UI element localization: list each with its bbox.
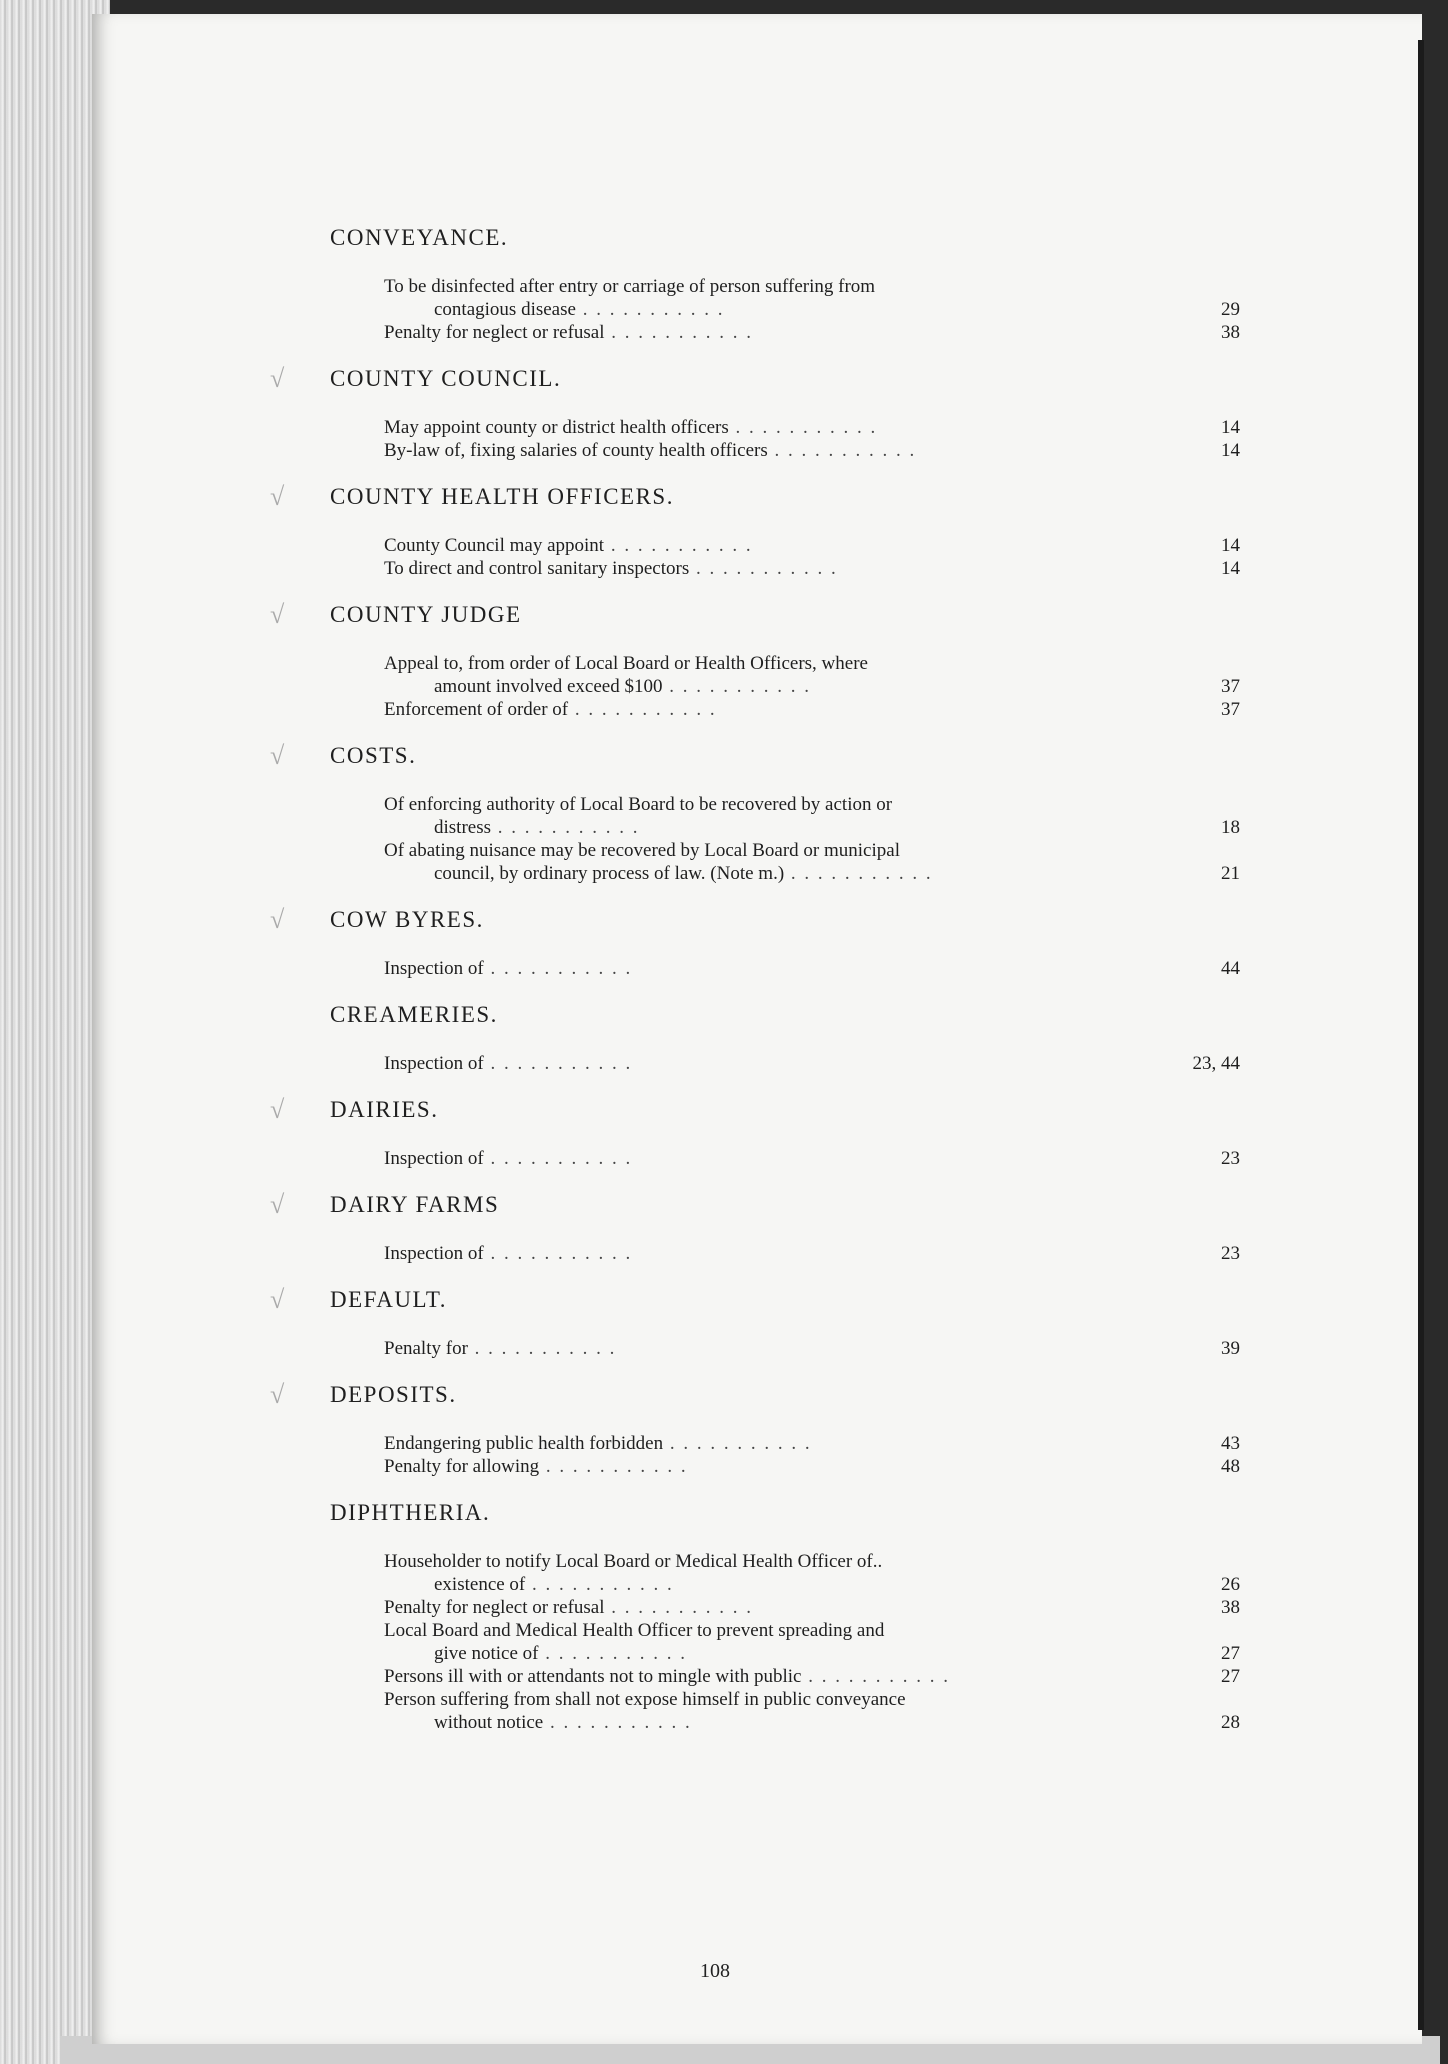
dot-leader: . . . . . . . . . . . xyxy=(604,535,753,556)
entry-line-text: Endangering public health forbidden xyxy=(384,1433,664,1454)
entry-text xyxy=(384,321,1160,344)
entry-line-text: Penalty for neglect or refusal xyxy=(384,1597,605,1618)
entry-line-text: Inspection of xyxy=(384,958,484,979)
entry-line xyxy=(384,1550,1160,1573)
section-heading-text: COSTS. xyxy=(330,743,417,768)
index-content xyxy=(270,215,1240,1982)
entry-line xyxy=(384,1337,1160,1360)
entry-line xyxy=(384,1642,1160,1665)
entry-line xyxy=(384,1665,1160,1688)
entry-text xyxy=(384,557,1160,580)
entry-line xyxy=(384,1052,1160,1075)
dot-leader: . . . . . . . . . . . xyxy=(467,1338,617,1359)
entry-line-text: without notice xyxy=(434,1712,544,1733)
section-heading-text: CONVEYANCE. xyxy=(330,225,509,250)
entry-line xyxy=(384,534,1160,557)
entry-page-ref: 38 xyxy=(1221,1597,1240,1618)
index-entry xyxy=(330,652,1240,698)
entry-page-ref: 29 xyxy=(1221,299,1240,320)
entry-line-text: distress xyxy=(434,817,491,838)
section-heading-text: COUNTY HEALTH OFFICERS. xyxy=(330,484,674,509)
index-entry xyxy=(330,439,1240,462)
index-entry xyxy=(330,275,1240,321)
entry-line xyxy=(384,1242,1160,1265)
entry-line-text: Of enforcing authority of Local Board to be recovered by action or xyxy=(384,794,893,815)
dot-leader: . . . . . . . . . . . xyxy=(568,699,717,720)
section-heading-text: COW BYRES. xyxy=(330,907,484,932)
entry-text xyxy=(384,1052,1160,1075)
index-entry xyxy=(330,534,1240,557)
entry-page-ref: 37 xyxy=(1221,676,1240,697)
index-entry xyxy=(330,1147,1240,1170)
section-heading-text: COUNTY JUDGE xyxy=(330,602,522,627)
entry-line-text: council, by ordinary process of law. (Note m.) xyxy=(434,863,785,884)
dot-leader: . . . . . . . . . . . xyxy=(525,1574,674,1595)
pencil-check-mark-icon: √ xyxy=(270,1380,286,1409)
entry-text xyxy=(384,416,1160,439)
entry-page-ref: 21 xyxy=(1221,863,1240,884)
index-entry xyxy=(330,1665,1240,1688)
entry-line xyxy=(384,321,1160,344)
entry-page-ref: 18 xyxy=(1221,817,1240,838)
index-section xyxy=(270,905,1240,980)
index-entry xyxy=(330,1596,1240,1619)
entry-line-text: give notice of xyxy=(434,1643,539,1664)
section-heading-text: CREAMERIES. xyxy=(330,1002,498,1027)
entry-line-text: Persons ill with or attendants not to mingle with public xyxy=(384,1666,802,1687)
entry-line xyxy=(384,862,1160,885)
section-heading-text: COUNTY COUNCIL. xyxy=(330,366,562,391)
dot-leader: . . . . . . . . . . . xyxy=(543,1712,692,1733)
index-entry xyxy=(330,1337,1240,1360)
index-section xyxy=(270,600,1240,721)
entry-line xyxy=(384,698,1160,721)
entry-page-ref: 48 xyxy=(1221,1456,1240,1477)
index-section xyxy=(270,364,1240,462)
entry-text xyxy=(384,839,1160,885)
entry-line-text: Penalty for neglect or refusal xyxy=(384,322,605,343)
entry-line xyxy=(384,416,1160,439)
entry-line-text: To be disinfected after entry or carriage of person suffering from xyxy=(384,276,876,297)
entry-line xyxy=(384,1619,1160,1642)
entry-line xyxy=(384,1711,1160,1734)
index-entry xyxy=(330,1242,1240,1265)
pencil-check-mark-icon: √ xyxy=(270,741,286,770)
page-number: 108 xyxy=(700,1960,730,1982)
entry-page-ref: 14 xyxy=(1221,417,1240,438)
index-entry xyxy=(330,793,1240,839)
entry-text xyxy=(384,534,1160,557)
entry-line xyxy=(384,675,1160,698)
dot-leader: . . . . . . . . . . . xyxy=(538,1643,687,1664)
entry-line xyxy=(384,1573,1160,1596)
entry-page-ref: 26 xyxy=(1221,1574,1240,1595)
entry-line xyxy=(384,1596,1160,1619)
entry-line-text: Person suffering from shall not expose himself in public conveyance xyxy=(384,1689,906,1710)
entry-line xyxy=(384,557,1160,580)
entry-line-text: Inspection of xyxy=(384,1053,484,1074)
entry-text xyxy=(384,1550,1160,1596)
entry-line xyxy=(384,275,1160,298)
index-section xyxy=(270,1380,1240,1478)
pencil-check-mark-icon: √ xyxy=(270,482,286,511)
entry-text xyxy=(384,275,1160,321)
entry-line-text: May appoint county or district health officers xyxy=(384,417,729,438)
dot-leader: . . . . . . . . . . . xyxy=(689,558,838,579)
entry-page-ref: 38 xyxy=(1221,322,1240,343)
section-heading xyxy=(270,600,1240,629)
entry-text xyxy=(384,793,1160,839)
dot-leader: . . . . . . . . . . . xyxy=(483,1053,633,1074)
index-entry xyxy=(330,1455,1240,1478)
section-heading-text: DIPHTHERIA. xyxy=(330,1500,491,1525)
index-section xyxy=(330,1500,1240,1734)
section-heading xyxy=(270,741,1240,770)
entry-text xyxy=(384,1242,1160,1265)
entry-line xyxy=(384,1688,1160,1711)
dot-leader: . . . . . . . . . . . xyxy=(662,676,811,697)
index-entry xyxy=(330,557,1240,580)
entry-line xyxy=(384,652,1160,675)
entry-line-text: Of abating nuisance may be recovered by Local Board or municipal xyxy=(384,840,900,861)
section-heading-text: DAIRY FARMS xyxy=(330,1192,500,1217)
dot-leader: . . . . . . . . . . . xyxy=(483,1148,633,1169)
dot-leader: . . . . . . . . . . . xyxy=(663,1433,812,1454)
section-heading xyxy=(270,364,1240,393)
entry-line-text: contagious disease xyxy=(434,299,576,320)
entry-line-text: Inspection of xyxy=(384,1243,484,1264)
dot-leader: . . . . . . . . . . . xyxy=(801,1666,950,1687)
entry-line-text: Local Board and Medical Health Officer to prevent spreading and xyxy=(384,1620,885,1641)
dot-leader: . . . . . . . . . . . xyxy=(483,958,633,979)
index-section xyxy=(270,1190,1240,1265)
entry-line xyxy=(384,957,1160,980)
entry-text xyxy=(384,1665,1160,1688)
entry-page-ref: 44 xyxy=(1221,958,1240,979)
index-section xyxy=(330,225,1240,344)
index-entry xyxy=(330,957,1240,980)
entry-line xyxy=(384,298,1160,321)
dot-leader: . . . . . . . . . . . xyxy=(604,1597,754,1618)
entry-page-ref: 43 xyxy=(1221,1433,1240,1454)
index-section xyxy=(270,741,1240,885)
entry-page-ref: 27 xyxy=(1221,1643,1240,1664)
entry-page-ref: 23 xyxy=(1221,1148,1240,1169)
section-heading xyxy=(330,1002,1240,1028)
index-entry xyxy=(330,698,1240,721)
dot-leader: . . . . . . . . . . . xyxy=(539,1456,688,1477)
entry-line-text: existence of xyxy=(434,1574,526,1595)
pencil-check-mark-icon: √ xyxy=(270,1285,286,1314)
entry-line xyxy=(384,1432,1160,1455)
entry-text xyxy=(384,698,1160,721)
pencil-check-mark-icon: √ xyxy=(270,1095,286,1124)
entry-line-text: Penalty for xyxy=(384,1338,468,1359)
dot-leader: . . . . . . . . . . . xyxy=(784,863,933,884)
section-heading-text: DAIRIES. xyxy=(330,1097,439,1122)
entry-line xyxy=(384,1455,1160,1478)
index-section xyxy=(330,1002,1240,1075)
entry-text xyxy=(384,652,1160,698)
entry-page-ref: 37 xyxy=(1221,699,1240,720)
entry-text xyxy=(384,1455,1160,1478)
section-heading xyxy=(270,1285,1240,1314)
entry-line-text: By-law of, fixing salaries of county health officers xyxy=(384,440,768,461)
section-heading-text: DEFAULT. xyxy=(330,1287,447,1312)
entry-page-ref: 23 xyxy=(1221,1243,1240,1264)
index-entry xyxy=(330,1432,1240,1455)
dot-leader: . . . . . . . . . . . xyxy=(575,299,725,320)
entry-page-ref: 39 xyxy=(1221,1338,1240,1359)
entry-page-ref: 14 xyxy=(1221,440,1240,461)
index-entry xyxy=(330,1619,1240,1665)
index-entry xyxy=(330,1550,1240,1596)
index-entry xyxy=(330,839,1240,885)
section-heading-text: DEPOSITS. xyxy=(330,1382,457,1407)
entry-line xyxy=(384,439,1160,462)
pencil-check-mark-icon: √ xyxy=(270,600,286,629)
entry-text xyxy=(384,1432,1160,1455)
entry-page-ref: 14 xyxy=(1221,535,1240,556)
book-right-edge xyxy=(1418,40,1424,2030)
entry-text xyxy=(384,1596,1160,1619)
index-section xyxy=(270,1285,1240,1360)
entry-line xyxy=(384,816,1160,839)
pencil-check-mark-icon: √ xyxy=(270,905,286,934)
section-heading xyxy=(270,1190,1240,1219)
entry-text xyxy=(384,957,1160,980)
section-heading xyxy=(330,225,1240,251)
section-heading xyxy=(270,1380,1240,1409)
dot-leader: . . . . . . . . . . . xyxy=(728,417,878,438)
entry-text xyxy=(384,1688,1160,1734)
entry-page-ref: 14 xyxy=(1221,558,1240,579)
entry-line xyxy=(384,839,1160,862)
index-entry xyxy=(330,1052,1240,1075)
entry-line-text: To direct and control sanitary inspectors xyxy=(384,558,690,579)
entry-line-text: County Council may appoint xyxy=(384,535,605,556)
entry-page-ref: 27 xyxy=(1221,1666,1240,1687)
index-section xyxy=(270,1095,1240,1170)
entry-line-text: Appeal to, from order of Local Board or Health Officers, where xyxy=(384,653,868,674)
entry-page-ref: 28 xyxy=(1221,1712,1240,1733)
entry-line-text: Enforcement of order of xyxy=(384,699,569,720)
section-heading xyxy=(270,482,1240,511)
entry-line-text: Householder to notify Local Board or Medical Health Officer of.. xyxy=(384,1551,883,1572)
entry-line-text: amount involved exceed $100 xyxy=(434,676,663,697)
entry-text xyxy=(384,1147,1160,1170)
index-entry xyxy=(330,1688,1240,1734)
dot-leader: . . . . . . . . . . . xyxy=(491,817,640,838)
index-section xyxy=(270,482,1240,580)
entry-text xyxy=(384,1619,1160,1665)
index-entry xyxy=(330,321,1240,344)
entry-line-text: Inspection of xyxy=(384,1148,484,1169)
entry-text xyxy=(384,1337,1160,1360)
index-entry xyxy=(330,416,1240,439)
section-heading xyxy=(330,1500,1240,1526)
pencil-check-mark-icon: √ xyxy=(270,1190,286,1219)
pencil-check-mark-icon: √ xyxy=(270,364,286,393)
entry-line xyxy=(384,1147,1160,1170)
section-heading xyxy=(270,905,1240,934)
dot-leader: . . . . . . . . . . . xyxy=(604,322,754,343)
entry-page-ref: 23, 44 xyxy=(1192,1053,1240,1074)
dot-leader: . . . . . . . . . . . xyxy=(767,440,917,461)
entry-line-text: Penalty for allowing xyxy=(384,1456,540,1477)
dot-leader: . . . . . . . . . . . xyxy=(483,1243,633,1264)
entry-line xyxy=(384,793,1160,816)
section-heading xyxy=(270,1095,1240,1124)
entry-text xyxy=(384,439,1160,462)
